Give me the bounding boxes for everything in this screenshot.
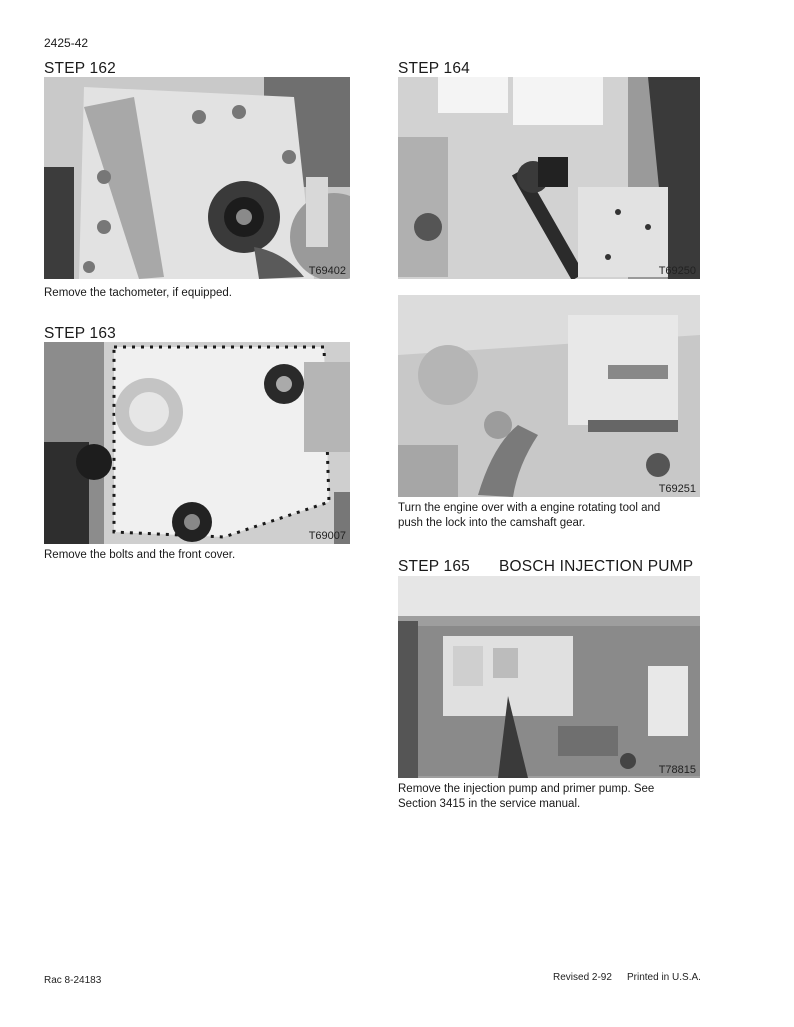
footer-revised: Revised 2-92: [553, 972, 612, 983]
tachometer-photo-illustration: [44, 77, 350, 279]
footer-left: Rac 8-24183: [44, 975, 102, 986]
step-163-photo-id: T69007: [308, 530, 346, 542]
step-162-photo: [44, 77, 350, 279]
step-165-photo: [398, 576, 700, 778]
step-163-title: STEP 163: [44, 325, 116, 342]
step-163-caption: Remove the bolts and the front cover.: [44, 549, 236, 561]
step-164-caption-line-1: Turn the engine over with a engine rotating tool and: [398, 502, 661, 514]
step-164-caption-line-2: push the lock into the camshaft gear.: [398, 517, 586, 529]
step-163-photo: [44, 342, 350, 544]
front-cover-photo-illustration: [44, 342, 350, 544]
step-165-caption-line-2: Section 3415 in the service manual.: [398, 798, 581, 810]
step-164-title: STEP 164: [398, 60, 470, 77]
step-164-caption: [398, 501, 708, 531]
step-165-photo-id: T78815: [658, 764, 696, 776]
step-164-photo-a-id: T69250: [658, 265, 696, 277]
step-165-title: STEP 165: [398, 558, 470, 575]
step-165-subtitle: BOSCH INJECTION PUMP: [499, 558, 694, 575]
step-164-photo-b-id: T69251: [658, 483, 696, 495]
rotating-tool-photo-illustration: [398, 77, 700, 279]
step-165-caption: [398, 782, 708, 812]
step-162-title: STEP 162: [44, 60, 116, 77]
step-162-photo-id: T69402: [308, 265, 346, 277]
step-165-caption-line-1: Remove the injection pump and primer pump. See: [398, 783, 655, 795]
injection-pump-photo-illustration: [398, 576, 700, 778]
step-164-photo-b: [398, 295, 700, 497]
camshaft-lock-photo-illustration: [398, 295, 700, 497]
footer-printed: Printed in U.S.A.: [627, 972, 701, 983]
page-number: 2425-42: [44, 36, 89, 50]
step-164-photo-a: [398, 77, 700, 279]
step-162-caption: Remove the tachometer, if equipped.: [44, 287, 232, 299]
